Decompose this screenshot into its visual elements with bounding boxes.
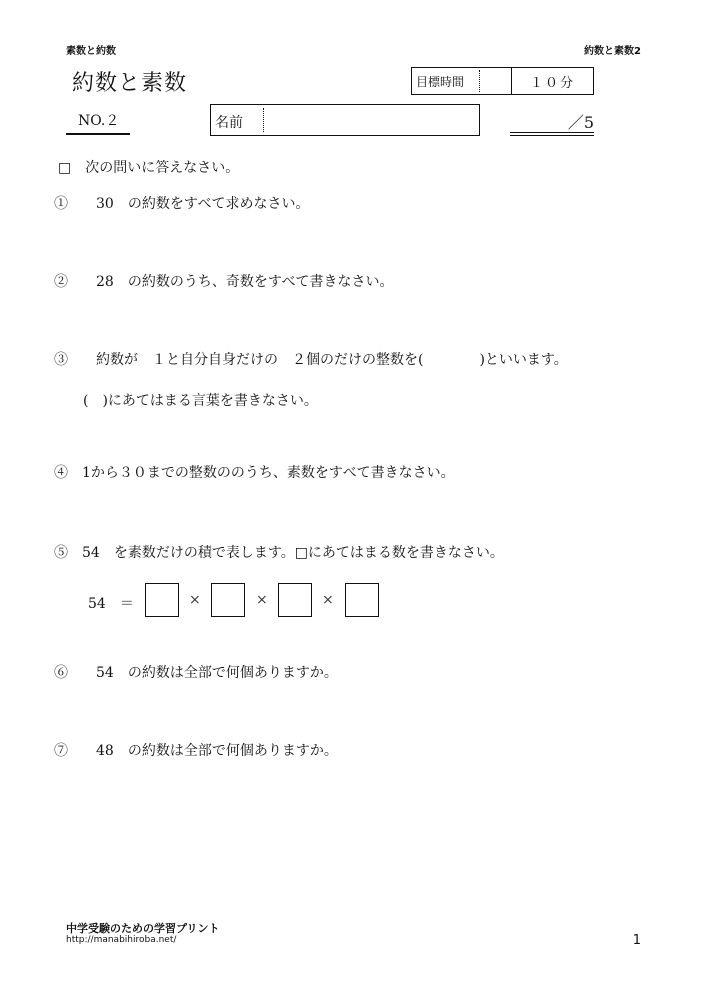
page-number: 1 <box>632 933 641 948</box>
question-5: ⑤ 54 を素数だけの積で表します。□にあてはまる数を書きなさい。 <box>54 545 504 561</box>
times-sign: × <box>189 592 201 608</box>
header-right-label: 約数と素数2 <box>584 46 641 57</box>
question-6: ⑥ 54 の約数は全部で何個ありますか。 <box>54 665 338 681</box>
answer-box-3[interactable] <box>278 583 312 617</box>
times-sign: × <box>256 592 268 608</box>
question-3: ③ 約数が １と自分自身だけの ２個のだけの整数を( )といいます。 <box>54 352 568 368</box>
question-5-equation: 54 ＝ <box>88 596 134 612</box>
target-time-box <box>411 67 594 95</box>
worksheet-number-underline <box>66 133 130 135</box>
question-1: ① 30 の約数をすべて求めなさい。 <box>54 196 310 212</box>
answer-box-2[interactable] <box>211 583 245 617</box>
question-7: ⑦ 48 の約数は全部で何個ありますか。 <box>54 743 338 759</box>
answer-box-4[interactable] <box>345 583 379 617</box>
page-title: 約数と素数 <box>72 71 188 96</box>
footer-title: 中学受験のための学習プリント <box>66 922 220 935</box>
worksheet-number: NO.２ <box>78 113 120 129</box>
times-sign: × <box>322 592 334 608</box>
question-2: ② 28 の約数のうち、奇数をすべて書きなさい。 <box>54 274 394 290</box>
target-time-label: 目標時間 <box>412 68 512 94</box>
footer-url[interactable]: http://manabihiroba.net/ <box>66 935 177 945</box>
instruction-text: □ 次の問いに答えなさい。 <box>58 160 240 176</box>
name-separator <box>263 108 264 132</box>
question-4: ④ 1から３０までの整数ののうち、素数をすべて書きなさい。 <box>54 465 455 481</box>
target-time-value: １０分 <box>529 75 575 91</box>
header-left-label: 素数と約数 <box>66 46 116 57</box>
score-underline-double <box>510 135 594 136</box>
score-underline <box>510 132 594 133</box>
answer-box-1[interactable] <box>145 583 179 617</box>
question-3-subtext: ( )にあてはまる言葉を書きなさい。 <box>83 393 318 409</box>
name-label: 名前 <box>215 115 243 131</box>
score-total: ／5 <box>567 113 594 132</box>
name-field[interactable] <box>210 104 480 136</box>
